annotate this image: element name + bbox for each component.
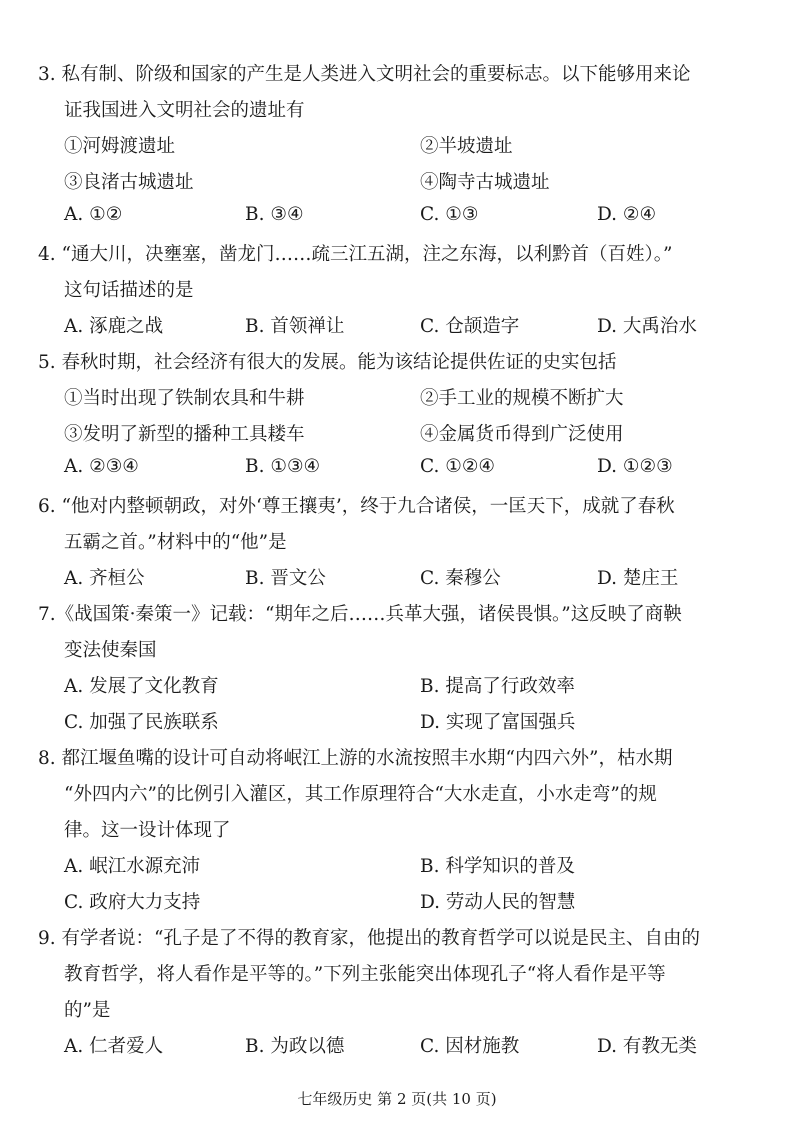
question-6-option-c: C. 秦穆公 xyxy=(420,568,501,589)
question-7-option-d: D. 实现了富国强兵 xyxy=(420,712,576,733)
question-5-option-c: C. ①②④ xyxy=(420,456,496,477)
question-7-option-b: B. 提高了行政效率 xyxy=(420,676,575,697)
question-6-option-a: A. 齐桓公 xyxy=(64,568,145,589)
question-6-option-b: B. 晋文公 xyxy=(245,568,326,589)
question-5-option-a: A. ②③④ xyxy=(64,456,139,477)
question-6-option-d: D. 楚庄王 xyxy=(597,568,679,589)
question-4-line-1: 4. “通大川，决壅塞，凿龙门……疏三江五湖，注之东海，以利黔首（百姓）。” xyxy=(38,244,673,265)
question-5-item-4: ④金属货币得到广泛使用 xyxy=(420,424,624,445)
question-3-item-3: ③良渚古城遗址 xyxy=(64,172,194,193)
question-3-line-2: 证我国进入文明社会的遗址有 xyxy=(64,100,305,121)
question-5-item-1: ①当时出现了铁制农具和牛耕 xyxy=(64,388,305,409)
question-7-line-1: 7.《战国策·秦策一》记载：“期年之后……兵革大强，诸侯畏惧。”这反映了商鞅 xyxy=(38,604,682,625)
question-5-option-d: D. ①②③ xyxy=(597,456,673,477)
question-3-line-1: 3. 私有制、阶级和国家的产生是人类进入文明社会的重要标志。以下能够用来论 xyxy=(38,64,691,85)
question-9-option-b: B. 为政以德 xyxy=(245,1036,345,1057)
question-4-option-b: B. 首领禅让 xyxy=(245,316,345,337)
question-4-option-c: C. 仓颉造字 xyxy=(420,316,520,337)
question-9-option-d: D. 有教无类 xyxy=(597,1036,697,1057)
question-5-line-1: 5. 春秋时期，社会经济有很大的发展。能为该结论提供佐证的史实包括 xyxy=(38,352,617,373)
question-6-line-2: 五霸之首。”材料中的“他”是 xyxy=(64,532,287,553)
question-3-option-c: C. ①③ xyxy=(420,204,479,225)
question-5-item-2: ②手工业的规模不断扩大 xyxy=(420,388,624,409)
question-3-option-b: B. ③④ xyxy=(245,204,304,225)
question-7-option-c: C. 加强了民族联系 xyxy=(64,712,219,733)
question-6-line-1: 6. “他对内整顿朝政，对外‘尊王攘夷’，终于九合诸侯，一匡天下，成就了春秋 xyxy=(38,496,675,517)
question-9-line-3: 的”是 xyxy=(64,1000,111,1021)
question-9-option-c: C. 因材施教 xyxy=(420,1036,520,1057)
question-4-line-2: 这句话描述的是 xyxy=(64,280,194,301)
question-3-item-1: ①河姆渡遗址 xyxy=(64,136,176,157)
question-3-item-4: ④陶寺古城遗址 xyxy=(420,172,550,193)
page-footer: 七年级历史 第 2 页(共 10 页) xyxy=(297,1090,497,1108)
question-8-option-d: D. 劳动人民的智慧 xyxy=(420,892,576,913)
question-3-option-a: A. ①② xyxy=(64,204,123,225)
question-4-option-d: D. 大禹治水 xyxy=(597,316,697,337)
question-5-item-3: ③发明了新型的播种工具耧车 xyxy=(64,424,305,445)
question-8-line-1: 8. 都江堰鱼嘴的设计可自动将岷江上游的水流按照丰水期“内四六外”，枯水期 xyxy=(38,748,673,769)
question-8-option-b: B. 科学知识的普及 xyxy=(420,856,575,877)
question-8-line-3: 律。这一设计体现了 xyxy=(64,820,231,841)
question-9-line-2: 教育哲学，将人看作是平等的。”下列主张能突出体现孔子“将人看作是平等 xyxy=(64,964,666,985)
question-8-option-a: A. 岷江水源充沛 xyxy=(64,856,201,877)
question-9-line-1: 9. 有学者说：“孔子是了不得的教育家，他提出的教育哲学可以说是民主、自由的 xyxy=(38,928,700,949)
question-4-option-a: A. 涿鹿之战 xyxy=(64,316,164,337)
question-5-option-b: B. ①③④ xyxy=(245,456,321,477)
question-9-option-a: A. 仁者爱人 xyxy=(64,1036,164,1057)
question-3-option-d: D. ②④ xyxy=(597,204,657,225)
question-7-line-2: 变法使秦国 xyxy=(64,640,157,661)
question-8-option-c: C. 政府大力支持 xyxy=(64,892,201,913)
question-3-item-2: ②半坡遗址 xyxy=(420,136,513,157)
question-8-line-2: “外四内六”的比例引入灌区，其工作原理符合“大水走直，小水走弯”的规 xyxy=(64,784,657,805)
question-7-option-a: A. 发展了文化教育 xyxy=(64,676,219,697)
